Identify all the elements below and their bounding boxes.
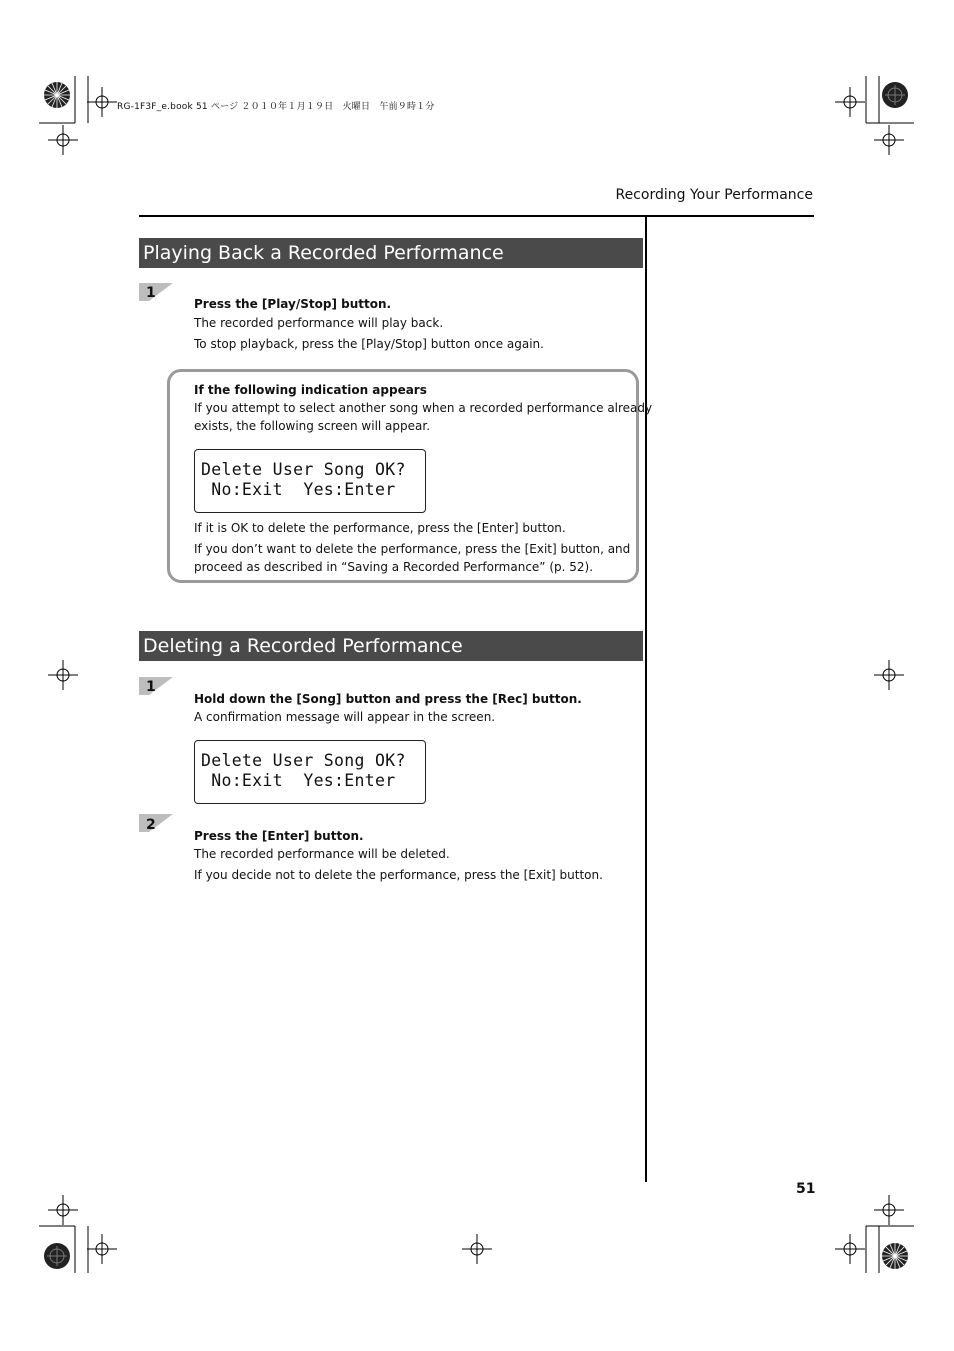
lcd-line: Delete User Song OK? (201, 751, 406, 770)
step-number: 1 (146, 285, 156, 301)
note-text: proceed as described in “Saving a Recorded Performance” (p. 52). (194, 560, 594, 574)
step-tab-icon (139, 283, 173, 301)
registration-mark-icon (462, 1234, 492, 1264)
starburst-target-icon (43, 81, 71, 109)
registration-mark-icon (48, 1195, 78, 1225)
lcd-display (194, 449, 426, 513)
registration-mark-icon (87, 87, 117, 117)
registration-mark-icon (874, 125, 904, 155)
print-slug: RG-1F3F_e.book 51 ページ ２０１０年１月１９日 火曜日 午前９時１分 (117, 102, 435, 112)
step-text: The recorded performance will be deleted. (194, 847, 450, 861)
page-number: 51 (796, 1181, 816, 1197)
header-rule (139, 215, 814, 217)
registration-mark-icon (835, 87, 865, 117)
step-text: A confirmation message will appear in the screen. (194, 710, 496, 724)
step-tab-icon (139, 814, 173, 832)
dot-target-icon (881, 81, 909, 109)
registration-mark-icon (874, 1195, 904, 1225)
step-instruction: Hold down the [Song] button and press the [Rec] button. (194, 692, 582, 706)
step-tab-icon (139, 677, 173, 695)
registration-mark-icon (48, 660, 78, 690)
registration-mark-icon (87, 1234, 117, 1264)
registration-mark-icon (874, 660, 904, 690)
lcd-display (194, 740, 426, 804)
step-instruction: Press the [Enter] button. (194, 829, 364, 843)
step-text: To stop playback, press the [Play/Stop] button once again. (194, 337, 544, 351)
lcd-line: No:Exit Yes:Enter (201, 480, 396, 499)
lcd-line: Delete User Song OK? (201, 460, 406, 479)
lcd-line: No:Exit Yes:Enter (201, 771, 396, 790)
step-text: If you decide not to delete the performance, press the [Exit] button. (194, 868, 603, 882)
step-text: The recorded performance will play back. (194, 316, 444, 330)
registration-mark-icon (835, 1234, 865, 1264)
step-number: 1 (146, 679, 156, 695)
registration-mark-icon (48, 125, 78, 155)
dot-target-icon (43, 1242, 71, 1270)
note-text: exists, the following screen will appear. (194, 419, 431, 433)
section-title: Playing Back a Recorded Performance (139, 238, 643, 268)
note-text: If you don’t want to delete the performance, press the [Exit] button, and (194, 542, 631, 556)
note-text: If it is OK to delete the performance, press the [Enter] button. (194, 521, 566, 535)
note-text: If you attempt to select another song when a recorded performance already (194, 401, 653, 415)
step-number: 2 (146, 817, 156, 833)
section-title: Deleting a Recorded Performance (139, 631, 643, 661)
running-head: Recording Your Performance (615, 187, 813, 203)
column-rule (645, 216, 647, 1182)
step-instruction: Press the [Play/Stop] button. (194, 297, 392, 311)
starburst-target-icon (881, 1242, 909, 1270)
note-heading: If the following indication appears (194, 383, 427, 397)
